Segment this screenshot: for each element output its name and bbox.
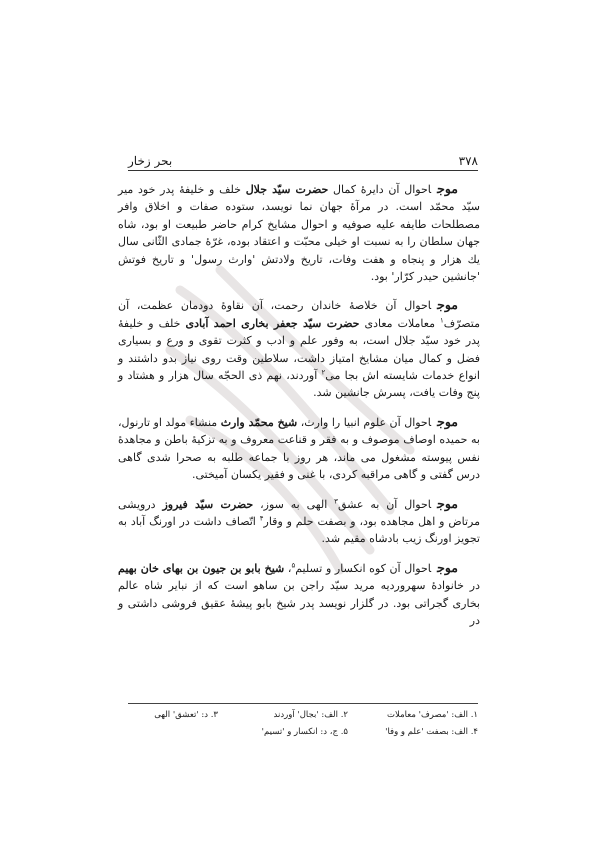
person-name: حضرت سیّد جلال xyxy=(245,183,329,196)
footnote-2: ۲. الف: 'بجال' آوردند xyxy=(273,710,348,720)
paragraph-4 xyxy=(118,495,480,548)
paragraph-text: معاملات معادی xyxy=(359,316,440,330)
paragraph-text: ، xyxy=(284,561,292,575)
paragraph-text: منشاء مولد او تارنول، به حمیده اوصاف موصوف و به فقر و قناعت معروف و به تزکیهٔ باطن و مجاهدهٔ نفس پیوسته مشغول می ماند، هر روز با جماعه طلبه به صحرا شدی گاهی درس گفتی و گاهی مراقبه کردی، با غنی و فقیر یکسان آمیختی. xyxy=(118,415,480,482)
paragraph-text: در خانوادهٔ سهروردیه مرید سیّد راجن بن ساهو است که از نبایر شاه عالم بخاری گجراتی بود. در گلزار نویسد پدر شیخ بابو پیشهٔ عقیق فروشی داشتی و در xyxy=(118,579,480,627)
paragraph-5 xyxy=(118,559,480,630)
footnote-3: ۳. د: 'تعشق' الهی xyxy=(154,710,218,720)
header-divider xyxy=(128,170,478,171)
paragraph-3 xyxy=(118,413,480,484)
page-number: ۳۷۸ xyxy=(458,154,478,168)
person-name: شیخ بابو بن جیون بن بهای خان بهیم xyxy=(118,561,285,575)
person-name: شیخ محمّد وارث xyxy=(220,415,298,429)
paragraph-text: آوردند، نهم ذی الحجّه سال هزار و هشتاد و پنج وفات یافت، پسرش جانشین شد. xyxy=(118,369,480,400)
paragraph-1 xyxy=(118,180,480,285)
paragraph-text: احوال آن به عشق xyxy=(337,497,432,511)
footnotes xyxy=(128,710,478,750)
paragraph-text: احوال آن علوم انبیا را وارث، xyxy=(297,415,432,429)
section-label: موج xyxy=(437,181,458,196)
paragraph-2 xyxy=(118,296,480,401)
paragraph-text: درویشی مرتاض و اهل مجاهده بود، و بصفت حلم و وقار xyxy=(118,497,480,528)
paragraph-text: احوال آن خلاصهٔ خاندان رحمت، آن نقاوهٔ دودمان عظمت، آن متصرّف xyxy=(118,299,480,330)
person-name: حضرت سیّد فیروز xyxy=(162,497,254,511)
paragraph-text: خلف و خلیفهٔ پدر خود سیّد جلال است، به وفور علم و ادب و کثرت تقوی و ورع و بسیاری فضل و کمال میان مشایخ امتیاز داشت، سلاطین وقت روی نیاز بدو داشتند و انواع خدمات شایسته اش بجا می xyxy=(118,316,480,383)
paragraph-text: خلف و خلیفهٔ پدر خود میر سیّد محمّد است. در مرآهٔ جهان نما نویسد، ستوده صفات و اخلاق وافر مصطلحات طایفه علیه صوفیه و احوال مشایخ کرام حاضر طبیعت او بود، شاه جهان سلطان را به نسبت او خیلی محبّت و اعتقاد بوده، غرّهٔ جمادی الثّانی سال یك هزار و پنجاه و هفت وفات، تاریخ ولادتش 'وارث رسول' و تاریخ فوتش 'جانشین حیدر کرّار' بود. xyxy=(118,183,480,284)
paragraph-text: احوال آن کوه انکسار و تسلیم xyxy=(295,561,432,575)
person-name: حضرت سیّد جعفر بخاری احمد آبادی xyxy=(185,316,360,330)
section-label: موج xyxy=(437,495,459,511)
section-label: موج xyxy=(437,297,458,313)
section-label: موج xyxy=(437,559,458,575)
footnote-4: ۴. الف: بصفت 'علم و وفا' xyxy=(385,727,478,737)
footnote-marker: ۲ xyxy=(321,368,326,377)
paragraph-text: اتّصاف داشت در اورنگ آباد به تجویز اورنگ زیب بادشاه مقیم شد. xyxy=(118,514,480,546)
footnote-marker: ۵ xyxy=(291,561,296,570)
section-label: موج xyxy=(437,413,458,429)
paragraph-text: احوال آن دایرهٔ کمال xyxy=(328,183,432,196)
footnote-5: ۵. ج، د: انکسار و 'تسیم' xyxy=(261,727,348,737)
running-title: بحر زخار xyxy=(128,154,173,168)
footnote-divider xyxy=(128,703,478,704)
footnote-marker: ۴ xyxy=(259,514,264,523)
footnote-marker: ۳ xyxy=(334,496,338,505)
paragraph-text: الهی به سوز، xyxy=(253,497,335,511)
footnote-marker: ۱ xyxy=(440,316,444,325)
footnote-1: ۱. الف: 'مصرف' معاملات xyxy=(387,710,478,720)
main-text xyxy=(118,180,480,640)
